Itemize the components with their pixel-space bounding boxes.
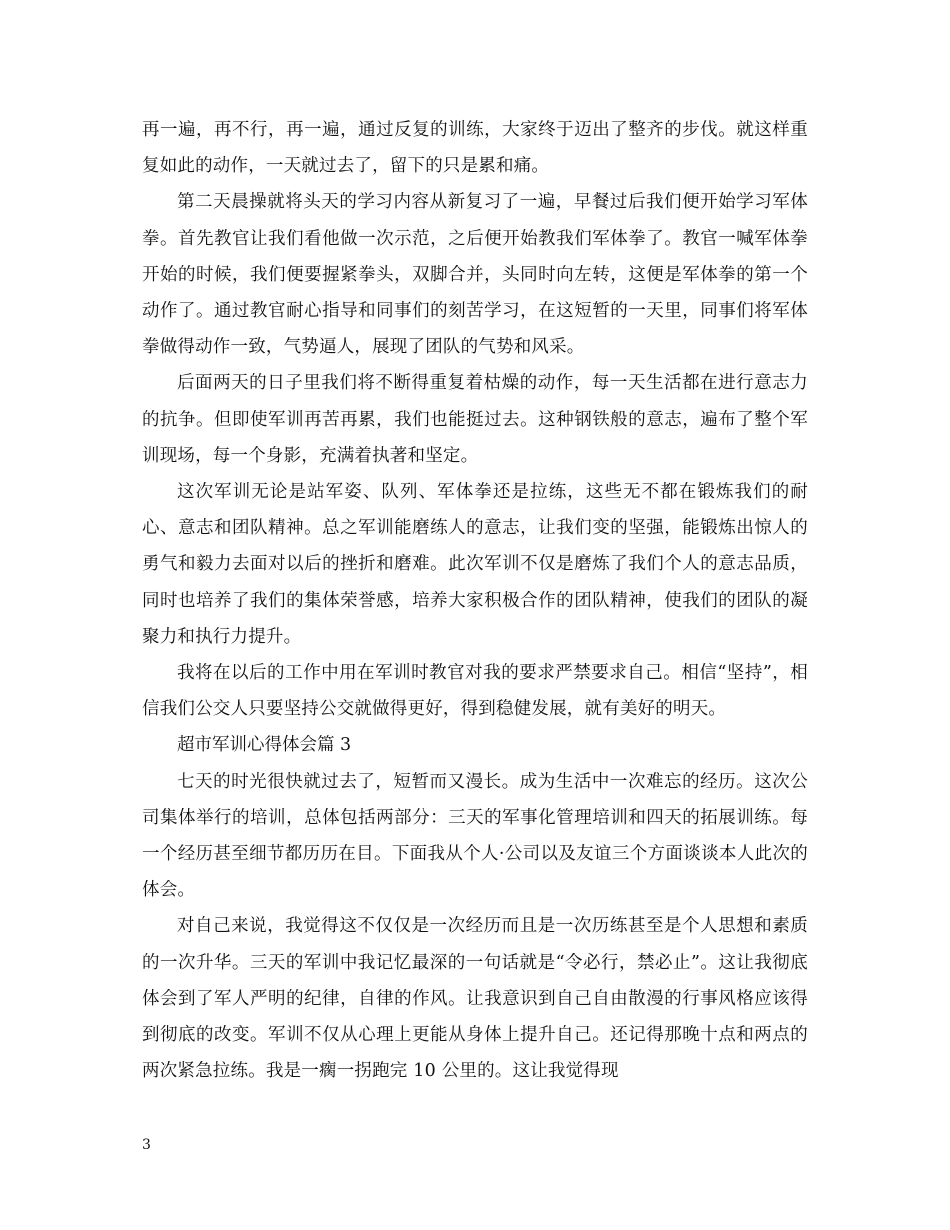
paragraph: 我将在以后的工作中用在军训时教官对我的要求严禁要求自己。相信“坚持”，相信我们公交人只要坚持公交就做得更好，得到稳健发展，就有美好的明天。 [142, 663, 808, 720]
section-heading: 超市军训心得体会篇 3 [177, 735, 352, 756]
paragraph: 七天的时光很快就过去了，短暂而又漫长。成为生活中一次难忘的经历。这次公司集体举行的培训，总体包括两部分：三天的军事化管理培训和四天的拓展训练。每一个经历甚至细节都历历在目。下面我从个人·公司以及友谊三个方面谈谈本人此次的体会。 [142, 771, 808, 901]
paragraph: 后面两天的日子里我们将不断得重复着枯燥的动作，每一天生活都在进行意志力的抗争。但即使军训再苦再累，我们也能挺过去。这种钢铁般的意志，遍布了整个军训现场，每一个身影，充满着执著和坚定。 [142, 373, 808, 466]
page-number: 3 [142, 1137, 151, 1153]
paragraph: 对自己来说，我觉得这不仅仅是一次经历而且是一次历练甚至是个人思想和素质的一次升华。三天的军训中我记忆最深的一句话就是“令必行，禁必止”。这让我彻底体会到了军人严明的纪律，自律的作风。让我意识到自己自由散漫的行事风格应该得到彻底的改变。军训不仅从心理上更能从身体上提升自己。还记得那晚十点和两点的两次紧急拉练。我是一瘸一拐跑完 10 公里的。这让我觉得现 [142, 916, 808, 1082]
document-body [142, 112, 808, 1089]
paragraph: 再一遍，再不行，再一遍，通过反复的训练，大家终于迈出了整齐的步伐。就这样重复如此的动作，一天就过去了，留下的只是累和痛。 [142, 120, 808, 177]
paragraph: 第二天晨操就将头天的学习内容从新复习了一遍，早餐过后我们便开始学习军体拳。首先教官让我们看他做一次示范，之后便开始教我们军体拳了。教官一喊军体拳开始的时候，我们便要握紧拳头，双脚合并，头同时向左转，这便是军体拳的第一个动作了。通过教官耐心指导和同事们的刻苦学习，在这短暂的一天里，同事们将军体拳做得动作一致，气势逼人，展现了团队的气势和风采。 [142, 192, 808, 358]
paragraph: 这次军训无论是站军姿、队列、军体拳还是拉练，这些无不都在锻炼我们的耐心、意志和团队精神。总之军训能磨练人的意志，让我们变的坚强，能锻炼出惊人的勇气和毅力去面对以后的挫折和磨难。此次军训不仅是磨炼了我们个人的意志品质，同时也培养了我们的集体荣誉感，培养大家积极合作的团队精神，使我们的团队的凝聚力和执行力提升。 [142, 482, 808, 647]
